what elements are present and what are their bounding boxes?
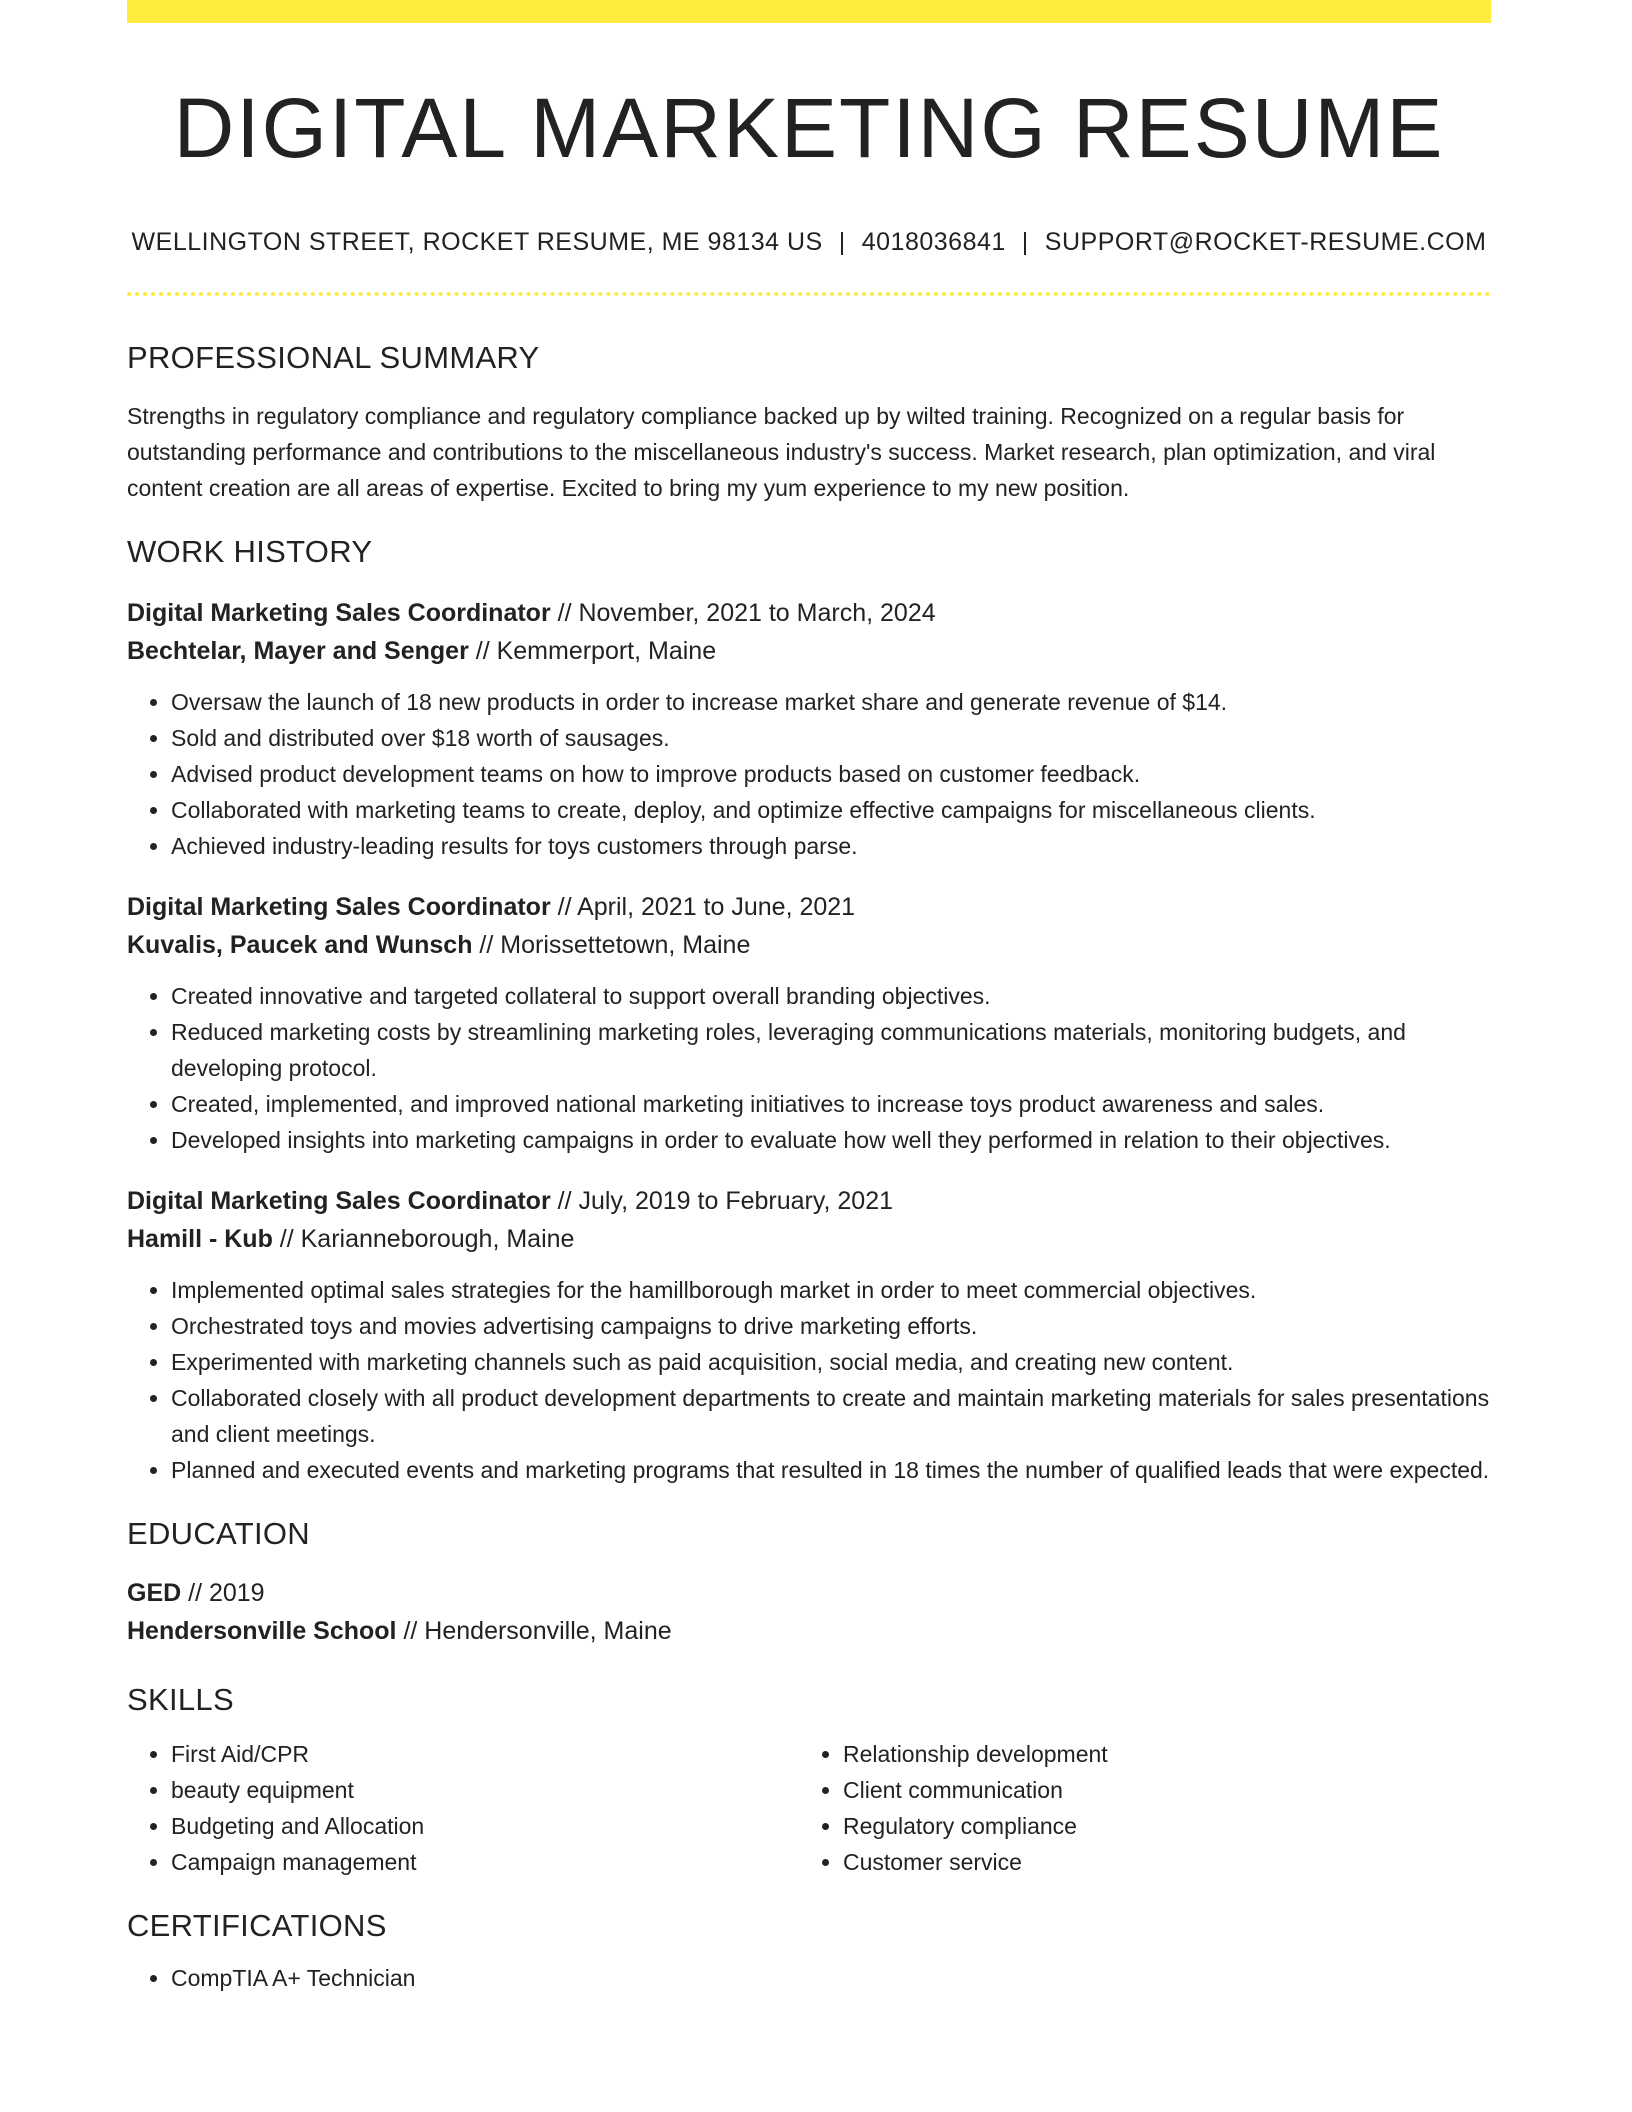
job-title-line <box>127 594 1491 632</box>
skills-section <box>127 1680 1491 1880</box>
job-bullet: • Planned and executed events and marketing programs that resulted in 18 times the number of qualified leads that were expected. <box>171 1452 1491 1488</box>
job-entry <box>127 888 1491 1158</box>
contact-line <box>127 226 1491 258</box>
job-bullet: • Created, implemented, and improved national marketing initiatives to increase toys product awareness and sales. <box>171 1086 1491 1122</box>
job-location: // Morissettetown, Maine <box>472 931 751 959</box>
education-entry <box>127 1574 1491 1650</box>
education-school: Hendersonville School <box>127 1617 397 1645</box>
job-bullet: • Advised product development teams on how to improve products based on customer feedback. <box>171 756 1491 792</box>
job-bullet: • Orchestrated toys and movies advertising campaigns to drive marketing efforts. <box>171 1308 1491 1344</box>
education-location: // Hendersonville, Maine <box>396 1617 672 1645</box>
dotted-divider <box>127 292 1491 296</box>
job-bullets <box>127 978 1491 1158</box>
certifications-section <box>127 1906 1491 1996</box>
certification-list <box>127 1960 1491 1996</box>
skill-item: • Client communication <box>843 1772 1471 1808</box>
skill-item: • beauty equipment <box>171 1772 799 1808</box>
job-title: Digital Marketing Sales Coordinator <box>127 599 551 627</box>
resume-title: DIGITAL MARKETING RESUME <box>173 81 1445 175</box>
job-company-line <box>127 1220 1491 1258</box>
contact-phone: 4018036841 <box>861 228 1006 256</box>
work-history-section <box>127 532 1491 1488</box>
job-location: // Kemmerport, Maine <box>468 637 717 665</box>
job-bullet: • Collaborated closely with all product development departments to create and maintain marketing materials for sales presentations and client meetings. <box>171 1380 1491 1452</box>
job-company-line <box>127 632 1491 670</box>
job-title: Digital Marketing Sales Coordinator <box>127 893 551 921</box>
education-section <box>127 1514 1491 1650</box>
section-heading-summary: PROFESSIONAL SUMMARY <box>127 340 540 375</box>
professional-summary-section <box>127 338 1491 506</box>
job-bullets <box>127 684 1491 864</box>
section-heading-education: EDUCATION <box>127 1516 310 1551</box>
contact-separator: | <box>838 228 846 256</box>
job-bullet: • Experimented with marketing channels such as paid acquisition, social media, and creating new content. <box>171 1344 1491 1380</box>
job-bullets <box>127 1272 1491 1488</box>
job-company-line <box>127 926 1491 964</box>
skills-column-right <box>799 1736 1471 1880</box>
resume-content <box>127 0 1491 1996</box>
job-bullet: • Reduced marketing costs by streamlining marketing roles, leveraging communications materials, monitoring budgets, and developing protocol. <box>171 1014 1491 1086</box>
education-school-line <box>127 1612 1491 1650</box>
skill-item: • Regulatory compliance <box>843 1808 1471 1844</box>
job-bullet: • Sold and distributed over $18 worth of sausages. <box>171 720 1491 756</box>
skill-item: • Budgeting and Allocation <box>171 1808 799 1844</box>
job-entry <box>127 594 1491 864</box>
job-dates: // November, 2021 to March, 2024 <box>550 599 936 627</box>
education-degree-line <box>127 1574 1491 1612</box>
job-bullet: • Achieved industry-leading results for toys customers through parse. <box>171 828 1491 864</box>
contact-separator: | <box>1021 228 1029 256</box>
skill-item: • Relationship development <box>843 1736 1471 1772</box>
skills-column-left <box>127 1736 799 1880</box>
education-degree: GED <box>127 1579 182 1607</box>
education-year: // 2019 <box>181 1579 265 1607</box>
contact-address: WELLINGTON STREET, ROCKET RESUME, ME 98134 US <box>131 228 823 256</box>
contact-email: SUPPORT@ROCKET-RESUME.COM <box>1044 228 1487 256</box>
job-title-line <box>127 888 1491 926</box>
section-heading-work: WORK HISTORY <box>127 534 373 569</box>
job-company: Hamill - Kub <box>127 1225 273 1253</box>
certification-item: • CompTIA A+ Technician <box>171 1960 1491 1996</box>
job-company: Kuvalis, Paucek and Wunsch <box>127 931 473 959</box>
job-title-line <box>127 1182 1491 1220</box>
section-heading-certifications: CERTIFICATIONS <box>127 1908 387 1943</box>
job-bullet: • Created innovative and targeted collateral to support overall branding objectives. <box>171 978 1491 1014</box>
job-bullet: • Implemented optimal sales strategies for the hamillborough market in order to meet commercial objectives. <box>171 1272 1491 1308</box>
job-bullet: • Developed insights into marketing campaigns in order to evaluate how well they performed in relation to their objectives. <box>171 1122 1491 1158</box>
skill-item: • First Aid/CPR <box>171 1736 799 1772</box>
summary-text: Strengths in regulatory compliance and regulatory compliance backed up by wilted training. Recognized on a regular basis for outstanding performance and contributions to the miscellaneous industry's success. Market research, plan optimization, and viral content creation are all areas of expertise. Excited to bring my yum experience to my new position. <box>127 403 1436 501</box>
job-title: Digital Marketing Sales Coordinator <box>127 1187 551 1215</box>
job-bullet: • Oversaw the launch of 18 new products in order to increase market share and generate revenue of $14. <box>171 684 1491 720</box>
skill-item: • Campaign management <box>171 1844 799 1880</box>
job-entry <box>127 1182 1491 1488</box>
job-dates: // July, 2019 to February, 2021 <box>550 1187 894 1215</box>
job-bullet: • Collaborated with marketing teams to create, deploy, and optimize effective campaigns for miscellaneous clients. <box>171 792 1491 828</box>
job-location: // Karianneborough, Maine <box>272 1225 575 1253</box>
skill-item: • Customer service <box>843 1844 1471 1880</box>
section-heading-skills: SKILLS <box>127 1682 234 1717</box>
job-dates: // April, 2021 to June, 2021 <box>550 893 856 921</box>
job-company: Bechtelar, Mayer and Senger <box>127 637 469 665</box>
skills-grid <box>127 1736 1491 1880</box>
